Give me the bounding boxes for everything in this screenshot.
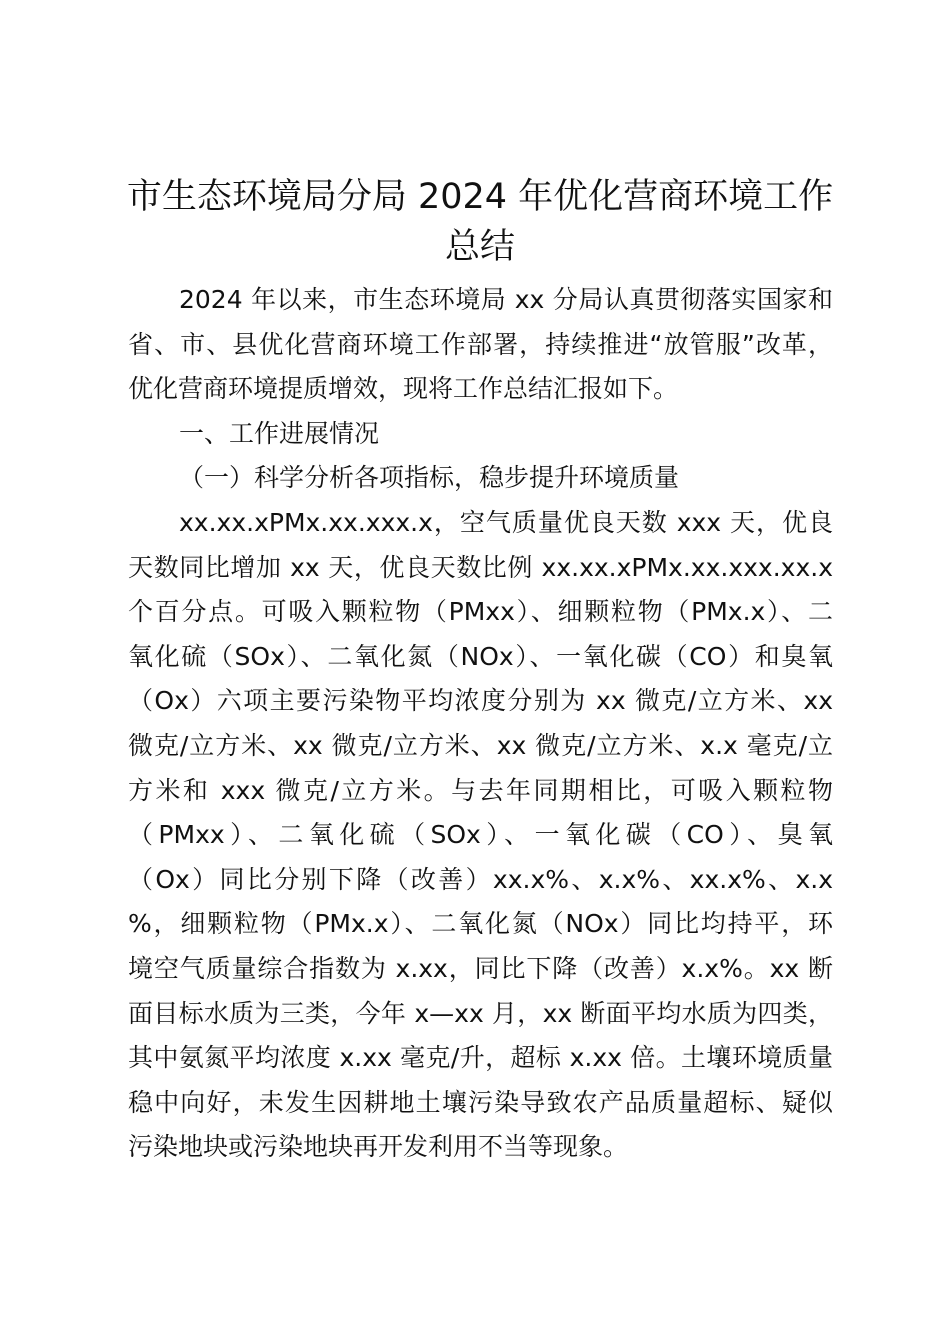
body-line: 境空气质量综合指数为 x.xx，同比下降（改善）x.x%。xx 断 <box>128 953 833 983</box>
body-line: %，细颗粒物（PMx.x）、二氧化氮（NOx）同比均持平，环 <box>128 909 833 939</box>
body-line: 污染地块或污染地块再开发利用不当等现象。 <box>128 1132 629 1162</box>
title-line-1: 市生态环境局分局 2024 年优化营商环境工作 <box>126 177 834 217</box>
body-line: 个百分点。可吸入颗粒物（PMxx）、细颗粒物（PMx.x）、二 <box>128 597 833 627</box>
document-body <box>128 278 833 1170</box>
body-line: 优化营商环境提质增效，现将工作总结汇报如下。 <box>128 374 679 404</box>
body-line: （Ox）同比分别下降（改善）xx.x%、x.x%、xx.x%、x.x <box>128 864 833 894</box>
body-line: 一、工作进展情况 <box>179 418 380 448</box>
body-line: 氧化硫（SOx）、二氧化氮（NOx）、一氧化碳（CO）和臭氧 <box>128 641 833 671</box>
body-line: （PMxx）、二氧化硫（SOx）、一氧化碳（CO）、臭氧 <box>128 820 833 850</box>
title-line-2: 总结 <box>444 227 515 267</box>
body-line: （Ox）六项主要污染物平均浓度分别为 xx 微克/立方米、xx <box>128 686 833 716</box>
body-line: 天数同比增加 xx 天，优良天数比例 xx.xx.xPMx.xx.xxx.xx.x <box>128 552 833 582</box>
body-line: 其中氨氮平均浓度 x.xx 毫克/升，超标 x.xx 倍。土壤环境质量 <box>128 1043 833 1073</box>
body-line: 微克/立方米、xx 微克/立方米、xx 微克/立方米、x.x 毫克/立 <box>128 730 833 760</box>
body-line: 方米和 xxx 微克/立方米。与去年同期相比，可吸入颗粒物 <box>128 775 833 805</box>
body-line: xx.xx.xPMx.xx.xxx.x，空气质量优良天数 xxx 天，优良 <box>179 507 833 537</box>
body-line: （一）科学分析各项指标，稳步提升环境质量 <box>179 463 680 493</box>
document-title <box>120 172 840 272</box>
body-line: 稳中向好，未发生因耕地土壤污染导致农产品质量超标、疑似 <box>128 1087 833 1117</box>
body-line: 面目标水质为三类，今年 x—xx 月，xx 断面平均水质为四类， <box>128 998 833 1028</box>
body-line: 省、市、县优化营商环境工作部署，持续推进“放管服”改革， <box>128 329 833 359</box>
body-line: 2024 年以来，市生态环境局 xx 分局认真贯彻落实国家和 <box>179 285 833 314</box>
